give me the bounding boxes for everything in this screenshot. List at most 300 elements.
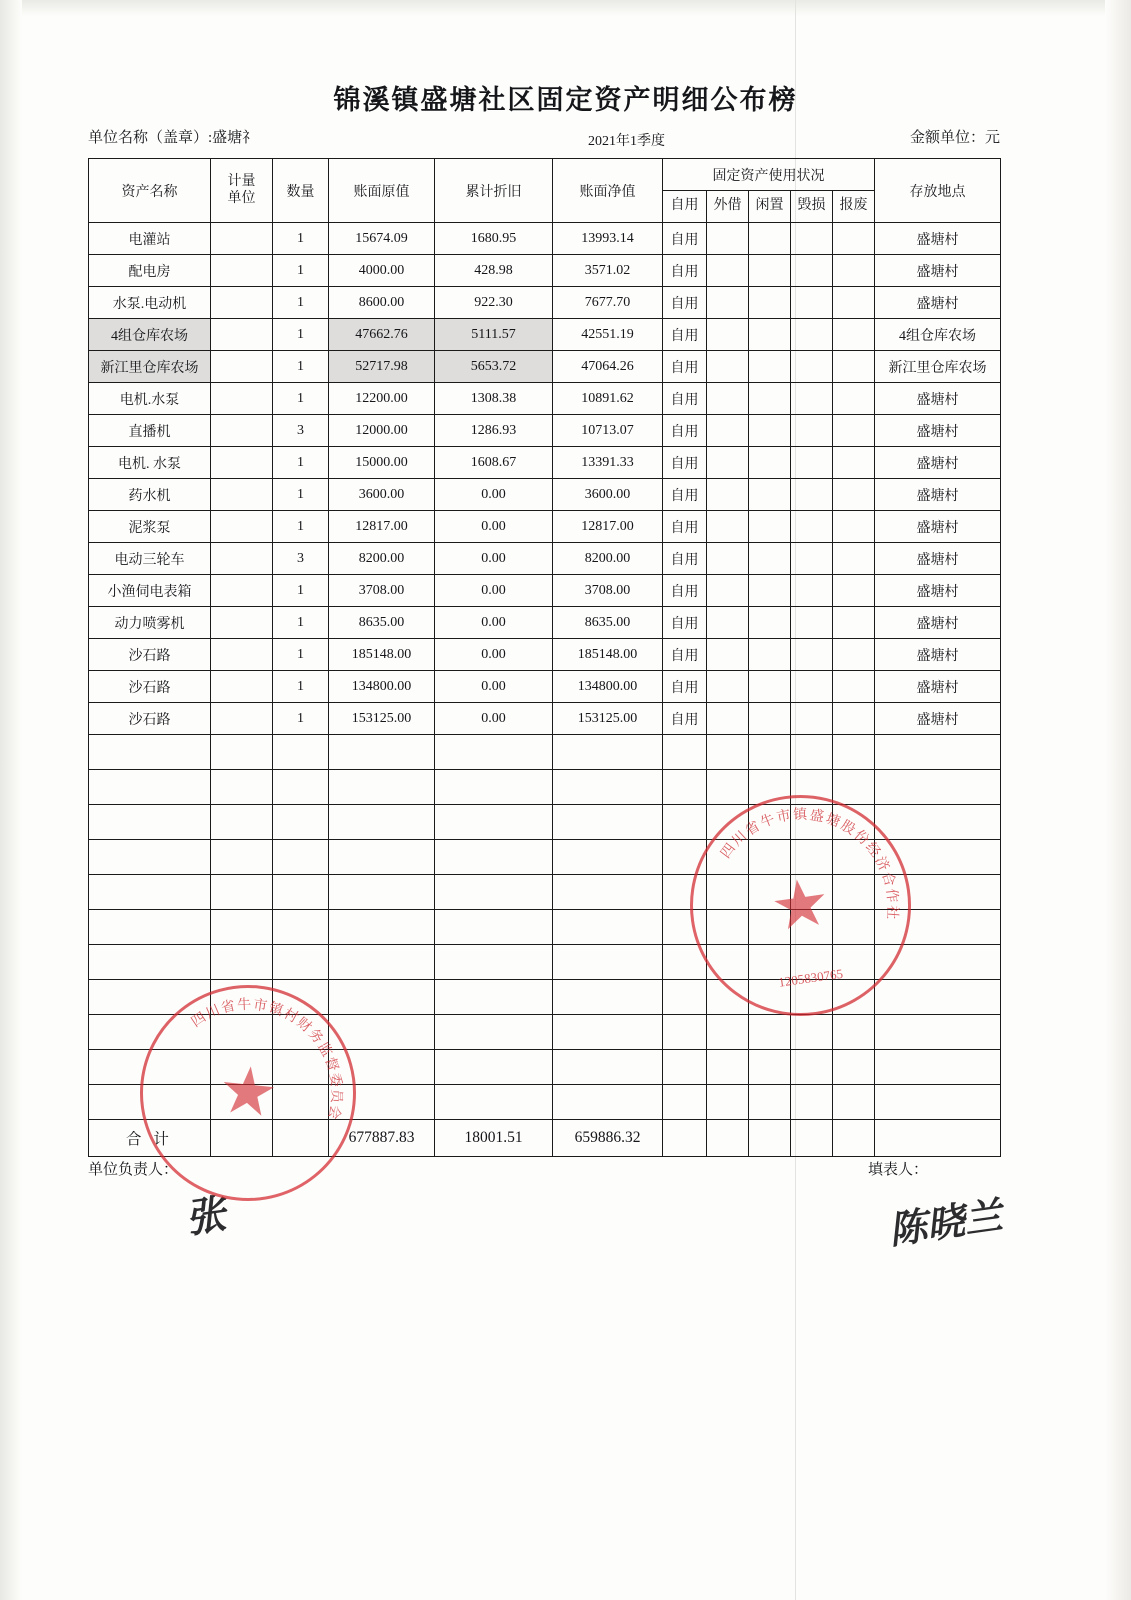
usage-scrapped-cell [833, 287, 875, 319]
empty-cell [875, 980, 1001, 1015]
scan-edge-left [0, 0, 22, 1600]
seal-number: 1205830765 [777, 965, 844, 990]
empty-cell [791, 770, 833, 805]
measure-unit-cell [211, 319, 273, 351]
empty-cell [211, 910, 273, 945]
empty-cell [663, 1050, 707, 1085]
table-row-empty [89, 735, 1001, 770]
storage-location-cell: 盛塘村 [875, 479, 1001, 511]
empty-cell [89, 1085, 211, 1120]
table-row-empty [89, 840, 1001, 875]
unit-head-label: 单位负责人： [88, 1162, 179, 1178]
storage-location-cell: 盛塘村 [875, 383, 1001, 415]
total-usage-scrapped-cell [833, 1120, 875, 1157]
net-value-cell: 12817.00 [553, 511, 663, 543]
empty-cell [833, 770, 875, 805]
usage-idle-cell [749, 447, 791, 479]
quantity-cell: 1 [273, 607, 329, 639]
usage-self-cell: 自用 [663, 255, 707, 287]
usage-lent-cell [707, 319, 749, 351]
period-label: 2021年1季度 [588, 134, 665, 149]
empty-cell [89, 1015, 211, 1050]
empty-cell [749, 980, 791, 1015]
usage-self-cell: 自用 [663, 383, 707, 415]
usage-damaged-cell [791, 415, 833, 447]
depreciation-cell: 1680.95 [435, 223, 553, 255]
empty-cell [211, 805, 273, 840]
net-value-cell: 153125.00 [553, 703, 663, 735]
empty-cell [707, 840, 749, 875]
empty-cell [273, 1015, 329, 1050]
table-row-empty [89, 1085, 1001, 1120]
header-net-value: 账面净值 [553, 159, 663, 223]
usage-scrapped-cell [833, 671, 875, 703]
asset-name-cell: 电机. 水泵 [89, 447, 211, 479]
amount-unit-label: 金额单位：元 [909, 130, 1000, 146]
usage-damaged-cell [791, 447, 833, 479]
depreciation-cell: 1608.67 [435, 447, 553, 479]
quantity-cell: 1 [273, 287, 329, 319]
empty-cell [273, 945, 329, 980]
usage-scrapped-cell [833, 351, 875, 383]
original-value-cell: 52717.98 [329, 351, 435, 383]
usage-self-cell: 自用 [663, 671, 707, 703]
storage-location-cell: 盛塘村 [875, 447, 1001, 479]
empty-cell [329, 840, 435, 875]
asset-name-cell: 小渔伺电表箱 [89, 575, 211, 607]
measure-unit-cell [211, 383, 273, 415]
usage-lent-cell [707, 543, 749, 575]
table-row [89, 511, 1001, 543]
usage-idle-cell [749, 575, 791, 607]
quantity-cell: 1 [273, 639, 329, 671]
empty-cell [875, 1085, 1001, 1120]
usage-lent-cell [707, 447, 749, 479]
header-original-value: 账面原值 [329, 159, 435, 223]
empty-cell [273, 910, 329, 945]
header-asset-name: 资产名称 [89, 159, 211, 223]
empty-cell [273, 980, 329, 1015]
table-row-empty [89, 875, 1001, 910]
usage-lent-cell [707, 639, 749, 671]
empty-cell [833, 1015, 875, 1050]
empty-cell [89, 805, 211, 840]
measure-unit-cell [211, 703, 273, 735]
usage-scrapped-cell [833, 319, 875, 351]
total-net-value-cell: 659886.32 [553, 1120, 663, 1157]
usage-scrapped-cell [833, 255, 875, 287]
usage-scrapped-cell [833, 415, 875, 447]
empty-cell [211, 735, 273, 770]
scan-edge-right [1105, 0, 1131, 1600]
empty-cell [707, 770, 749, 805]
empty-cell [791, 1015, 833, 1050]
measure-unit-cell [211, 511, 273, 543]
measure-unit-cell [211, 575, 273, 607]
empty-cell [749, 840, 791, 875]
usage-damaged-cell [791, 287, 833, 319]
measure-unit-cell [211, 287, 273, 319]
table-row [89, 287, 1001, 319]
asset-name-cell: 沙石路 [89, 703, 211, 735]
empty-cell [663, 980, 707, 1015]
usage-lent-cell [707, 223, 749, 255]
usage-lent-cell [707, 351, 749, 383]
fixed-assets-table [88, 158, 1001, 1157]
empty-cell [553, 945, 663, 980]
table-row-empty [89, 1050, 1001, 1085]
usage-self-cell: 自用 [663, 543, 707, 575]
empty-cell [329, 910, 435, 945]
usage-idle-cell [749, 383, 791, 415]
quantity-cell: 1 [273, 351, 329, 383]
usage-damaged-cell [791, 671, 833, 703]
unit-name-label: 单位名称（盖章）:盛塘礻 [88, 130, 258, 146]
usage-idle-cell [749, 479, 791, 511]
empty-cell [707, 1015, 749, 1050]
asset-name-cell: 配电房 [89, 255, 211, 287]
header-usage-idle: 闲置 [749, 191, 791, 223]
depreciation-cell: 0.00 [435, 479, 553, 511]
table-row [89, 671, 1001, 703]
seal-star-icon: ★ [766, 864, 835, 946]
usage-scrapped-cell [833, 639, 875, 671]
original-value-cell: 8200.00 [329, 543, 435, 575]
empty-cell [89, 945, 211, 980]
page-title: 锦溪镇盛塘社区固定资产明细公布榜 [333, 85, 798, 116]
usage-idle-cell [749, 671, 791, 703]
original-value-cell: 8635.00 [329, 607, 435, 639]
storage-location-cell: 盛塘村 [875, 255, 1001, 287]
storage-location-cell: 新江里仓库农场 [875, 351, 1001, 383]
net-value-cell: 10713.07 [553, 415, 663, 447]
usage-idle-cell [749, 255, 791, 287]
empty-cell [273, 1050, 329, 1085]
empty-cell [663, 805, 707, 840]
measure-unit-cell [211, 415, 273, 447]
empty-cell [211, 1050, 273, 1085]
asset-name-cell: 动力喷雾机 [89, 607, 211, 639]
storage-location-cell: 盛塘村 [875, 287, 1001, 319]
total-quantity-cell [273, 1120, 329, 1157]
depreciation-cell: 0.00 [435, 511, 553, 543]
header-storage-location: 存放地点 [875, 159, 1001, 223]
table-header-row-1 [89, 159, 1001, 191]
depreciation-cell: 0.00 [435, 639, 553, 671]
depreciation-cell: 5653.72 [435, 351, 553, 383]
original-value-cell: 8600.00 [329, 287, 435, 319]
empty-cell [553, 1050, 663, 1085]
empty-cell [663, 735, 707, 770]
empty-cell [329, 1085, 435, 1120]
empty-cell [211, 770, 273, 805]
net-value-cell: 3571.02 [553, 255, 663, 287]
empty-cell [329, 980, 435, 1015]
empty-cell [329, 735, 435, 770]
table-row-empty [89, 910, 1001, 945]
quantity-cell: 1 [273, 447, 329, 479]
empty-cell [435, 980, 553, 1015]
empty-cell [833, 840, 875, 875]
original-value-cell: 134800.00 [329, 671, 435, 703]
empty-cell [211, 1015, 273, 1050]
usage-scrapped-cell [833, 703, 875, 735]
empty-cell [273, 805, 329, 840]
empty-cell [875, 840, 1001, 875]
empty-cell [833, 805, 875, 840]
asset-name-cell: 4组仓库农场 [89, 319, 211, 351]
depreciation-cell: 1286.93 [435, 415, 553, 447]
empty-cell [435, 1085, 553, 1120]
total-storage-location-cell [875, 1120, 1001, 1157]
asset-name-cell: 直播机 [89, 415, 211, 447]
empty-cell [273, 770, 329, 805]
usage-damaged-cell [791, 223, 833, 255]
empty-cell [833, 735, 875, 770]
original-value-cell: 15674.09 [329, 223, 435, 255]
empty-cell [553, 770, 663, 805]
measure-unit-cell [211, 447, 273, 479]
table-row-empty [89, 980, 1001, 1015]
net-value-cell: 13391.33 [553, 447, 663, 479]
storage-location-cell: 4组仓库农场 [875, 319, 1001, 351]
empty-cell [89, 840, 211, 875]
usage-damaged-cell [791, 703, 833, 735]
depreciation-cell: 428.98 [435, 255, 553, 287]
empty-cell [211, 840, 273, 875]
depreciation-cell: 0.00 [435, 607, 553, 639]
depreciation-cell: 922.30 [435, 287, 553, 319]
header-quantity: 数量 [273, 159, 329, 223]
scan-edge-top [0, 0, 1131, 16]
empty-cell [553, 1015, 663, 1050]
form-preparer-label: 填表人： [868, 1162, 929, 1178]
empty-cell [791, 910, 833, 945]
empty-cell [435, 1050, 553, 1085]
usage-scrapped-cell [833, 575, 875, 607]
empty-cell [875, 1050, 1001, 1085]
usage-idle-cell [749, 415, 791, 447]
storage-location-cell: 盛塘村 [875, 543, 1001, 575]
usage-damaged-cell [791, 351, 833, 383]
measure-unit-cell [211, 671, 273, 703]
header-usage-lent: 外借 [707, 191, 749, 223]
usage-self-cell: 自用 [663, 447, 707, 479]
table-row [89, 639, 1001, 671]
quantity-cell: 1 [273, 671, 329, 703]
empty-cell [273, 735, 329, 770]
empty-cell [749, 945, 791, 980]
empty-cell [749, 770, 791, 805]
usage-self-cell: 自用 [663, 575, 707, 607]
net-value-cell: 13993.14 [553, 223, 663, 255]
net-value-cell: 3600.00 [553, 479, 663, 511]
usage-self-cell: 自用 [663, 703, 707, 735]
usage-self-cell: 自用 [663, 223, 707, 255]
total-usage-idle-cell [749, 1120, 791, 1157]
empty-cell [875, 875, 1001, 910]
usage-self-cell: 自用 [663, 351, 707, 383]
empty-cell [791, 1085, 833, 1120]
empty-cell [663, 910, 707, 945]
usage-idle-cell [749, 223, 791, 255]
storage-location-cell: 盛塘村 [875, 607, 1001, 639]
usage-damaged-cell [791, 511, 833, 543]
usage-self-cell: 自用 [663, 287, 707, 319]
usage-self-cell: 自用 [663, 511, 707, 543]
usage-lent-cell [707, 575, 749, 607]
depreciation-cell: 0.00 [435, 575, 553, 607]
quantity-cell: 1 [273, 383, 329, 415]
storage-location-cell: 盛塘村 [875, 511, 1001, 543]
empty-cell [707, 1050, 749, 1085]
net-value-cell: 134800.00 [553, 671, 663, 703]
depreciation-cell: 0.00 [435, 671, 553, 703]
usage-damaged-cell [791, 255, 833, 287]
asset-name-cell: 泥浆泵 [89, 511, 211, 543]
usage-lent-cell [707, 607, 749, 639]
empty-cell [553, 1085, 663, 1120]
net-value-cell: 7677.70 [553, 287, 663, 319]
depreciation-cell: 0.00 [435, 703, 553, 735]
quantity-cell: 1 [273, 575, 329, 607]
original-value-cell: 185148.00 [329, 639, 435, 671]
empty-cell [749, 1050, 791, 1085]
asset-name-cell: 水泵.电动机 [89, 287, 211, 319]
empty-cell [273, 840, 329, 875]
usage-lent-cell [707, 479, 749, 511]
cooperative-seal-ring-text: 四 川 省 牛 市 镇 盛 塘 股 份 经 济 合 作 社 [717, 806, 900, 920]
table-total-row [89, 1120, 1001, 1157]
asset-name-cell: 电机.水泵 [89, 383, 211, 415]
empty-cell [791, 735, 833, 770]
usage-scrapped-cell [833, 447, 875, 479]
total-usage-damaged-cell [791, 1120, 833, 1157]
asset-name-cell: 沙石路 [89, 639, 211, 671]
original-value-cell: 12817.00 [329, 511, 435, 543]
storage-location-cell: 盛塘村 [875, 223, 1001, 255]
empty-cell [833, 875, 875, 910]
empty-cell [663, 1085, 707, 1120]
usage-scrapped-cell [833, 543, 875, 575]
usage-damaged-cell [791, 607, 833, 639]
usage-self-cell: 自用 [663, 415, 707, 447]
empty-cell [553, 805, 663, 840]
usage-self-cell: 自用 [663, 607, 707, 639]
usage-lent-cell [707, 415, 749, 447]
empty-cell [435, 735, 553, 770]
quantity-cell: 3 [273, 415, 329, 447]
net-value-cell: 47064.26 [553, 351, 663, 383]
usage-scrapped-cell [833, 511, 875, 543]
empty-cell [707, 805, 749, 840]
usage-scrapped-cell [833, 607, 875, 639]
usage-idle-cell [749, 351, 791, 383]
net-value-cell: 3708.00 [553, 575, 663, 607]
usage-lent-cell [707, 383, 749, 415]
usage-damaged-cell [791, 639, 833, 671]
asset-name-cell: 药水机 [89, 479, 211, 511]
measure-unit-cell [211, 223, 273, 255]
asset-name-cell: 电灌站 [89, 223, 211, 255]
empty-cell [749, 805, 791, 840]
empty-cell [435, 1015, 553, 1050]
header-usage-status: 固定资产使用状况 [663, 159, 875, 191]
depreciation-cell: 1308.38 [435, 383, 553, 415]
total-usage-self-cell [663, 1120, 707, 1157]
empty-cell [553, 910, 663, 945]
empty-cell [707, 875, 749, 910]
usage-lent-cell [707, 511, 749, 543]
table-row [89, 703, 1001, 735]
usage-idle-cell [749, 639, 791, 671]
header-usage-damaged: 毁损 [791, 191, 833, 223]
empty-cell [875, 945, 1001, 980]
total-label-cell: 合 计 [89, 1120, 211, 1157]
total-usage-lent-cell [707, 1120, 749, 1157]
empty-cell [273, 875, 329, 910]
empty-cell [89, 770, 211, 805]
empty-cell [553, 735, 663, 770]
usage-idle-cell [749, 607, 791, 639]
empty-cell [663, 875, 707, 910]
empty-cell [791, 840, 833, 875]
measure-unit-cell [211, 479, 273, 511]
empty-cell [791, 875, 833, 910]
empty-cell [553, 980, 663, 1015]
usage-damaged-cell [791, 575, 833, 607]
total-original-value-cell: 677887.83 [329, 1120, 435, 1157]
original-value-cell: 4000.00 [329, 255, 435, 287]
original-value-cell: 153125.00 [329, 703, 435, 735]
table-row [89, 383, 1001, 415]
empty-cell [553, 840, 663, 875]
quantity-cell: 1 [273, 703, 329, 735]
empty-cell [749, 875, 791, 910]
original-value-cell: 12200.00 [329, 383, 435, 415]
table-row [89, 447, 1001, 479]
usage-self-cell: 自用 [663, 319, 707, 351]
empty-cell [707, 735, 749, 770]
depreciation-cell: 5111.57 [435, 319, 553, 351]
table-row [89, 223, 1001, 255]
quantity-cell: 1 [273, 511, 329, 543]
net-value-cell: 42551.19 [553, 319, 663, 351]
empty-cell [89, 1050, 211, 1085]
usage-idle-cell [749, 703, 791, 735]
empty-cell [553, 875, 663, 910]
storage-location-cell: 盛塘村 [875, 703, 1001, 735]
table-row-empty [89, 770, 1001, 805]
net-value-cell: 8200.00 [553, 543, 663, 575]
usage-scrapped-cell [833, 223, 875, 255]
empty-cell [435, 805, 553, 840]
total-depreciation-cell: 18001.51 [435, 1120, 553, 1157]
net-value-cell: 8635.00 [553, 607, 663, 639]
net-value-cell: 10891.62 [553, 383, 663, 415]
empty-cell [89, 735, 211, 770]
asset-name-cell: 新江里仓库农场 [89, 351, 211, 383]
empty-cell [435, 840, 553, 875]
empty-cell [707, 1085, 749, 1120]
empty-cell [89, 875, 211, 910]
original-value-cell: 3708.00 [329, 575, 435, 607]
usage-damaged-cell [791, 543, 833, 575]
header-measure-unit: 计量 单位 [211, 159, 273, 223]
signature-unit-head: 张 [182, 1190, 229, 1243]
measure-unit-cell [211, 607, 273, 639]
storage-location-cell: 盛塘村 [875, 671, 1001, 703]
